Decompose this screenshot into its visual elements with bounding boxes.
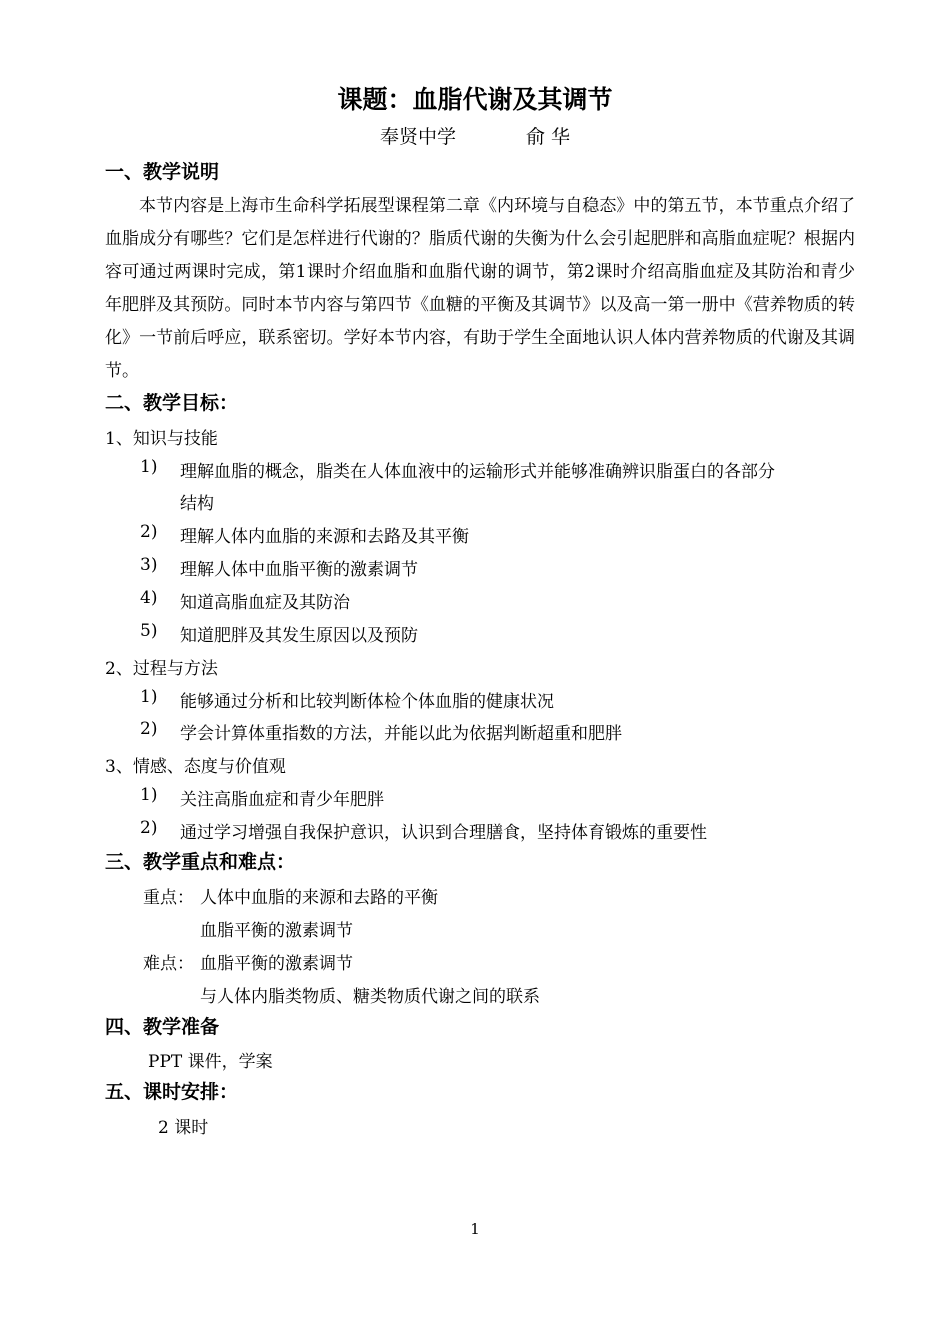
page-title: 课题：血脂代谢及其调节: [337, 85, 613, 114]
difficult-points-label: 难点：: [143, 954, 194, 974]
section-5-text: 2 课时: [158, 1118, 209, 1138]
section-4-text: PPT 课件，学案: [148, 1052, 273, 1072]
author-line: [0, 122, 950, 149]
difficult-point-2: 与人体内脂类物质、糖类物质代谢之间的联系: [200, 987, 540, 1007]
goal-1-item-1-text: 理解血脂的概念，脂类在人体血液中的运输形式并能够准确辨识脂蛋白的各部分: [180, 462, 775, 482]
section-1-heading: 一、教学说明: [105, 161, 220, 183]
goal-1-item-3-text: 理解人体中血脂平衡的激素调节: [180, 560, 418, 580]
section-4-heading: 四、教学准备: [105, 1016, 220, 1038]
goal-3-item-1-text: 关注高脂血症和青少年肥胖: [180, 790, 384, 810]
goal-2-item-1-number: 1): [140, 687, 158, 707]
difficult-point-1: 血脂平衡的激素调节: [200, 954, 353, 974]
goal-2-item-1-text: 能够通过分析和比较判断体检个体血脂的健康状况: [180, 692, 554, 712]
goal-3-item-1-number: 1): [140, 785, 158, 805]
goal-2-title: 2、过程与方法: [105, 659, 218, 679]
goal-1-item-5-number: 5): [140, 621, 158, 641]
page-number: 1: [470, 1220, 480, 1238]
goal-1-item-3-number: 3): [140, 555, 158, 575]
section-1-paragraph: 本节内容是上海市生命科学拓展型课程第二章《内环境与自稳态》中的第五节，本节重点介绍了血脂成分有哪些？它们是怎样进行代谢的？脂质代谢的失衡为什么会引起肥胖和高脂血症呢？根据内容可通过两课时完成，第1课时介绍血脂和血脂代谢的调节，第2课时介绍高脂血症及其防治和青少年肥胖及其预防。同时本节内容与第四节《血糖的平衡及其调节》以及高一第一册中《营养物质的转化》一节前后呼应，联系密切。学好本节内容，有助于学生全面地认识人体内营养物质的代谢及其调节。: [105, 196, 855, 381]
goal-1-item-5-text: 知道肥胖及其发生原因以及预防: [180, 626, 418, 646]
goal-3-title: 3、情感、态度与价值观: [105, 757, 286, 777]
goal-1-item-1-number: 1): [140, 457, 158, 477]
key-point-1: 人体中血脂的来源和去路的平衡: [200, 888, 438, 908]
goal-1-title: 1、知识与技能: [105, 429, 218, 449]
author-name: 俞 华: [525, 126, 571, 148]
key-points-label: 重点：: [143, 888, 194, 908]
goal-3-item-2-text: 通过学习增强自我保护意识，认识到合理膳食，坚持体育锻炼的重要性: [180, 823, 707, 843]
section-2-heading: 二、教学目标：: [105, 392, 239, 414]
key-point-2: 血脂平衡的激素调节: [200, 921, 353, 941]
section-5-heading: 五、课时安排：: [105, 1081, 239, 1103]
goal-1-item-4-number: 4): [140, 588, 158, 608]
author-school: 奉贤中学: [379, 126, 456, 148]
goal-2-item-2-number: 2): [140, 719, 158, 739]
goal-3-item-2-number: 2): [140, 818, 158, 838]
goal-1-item-1-text-cont: 结构: [180, 494, 214, 514]
goal-1-item-4-text: 知道高脂血症及其防治: [180, 593, 350, 613]
section-3-heading: 三、教学重点和难点：: [105, 851, 296, 873]
goal-2-item-2-text: 学会计算体重指数的方法，并能以此为依据判断超重和肥胖: [180, 724, 622, 744]
goal-1-item-2-number: 2): [140, 522, 158, 542]
goal-1-item-2-text: 理解人体内血脂的来源和去路及其平衡: [180, 527, 469, 547]
